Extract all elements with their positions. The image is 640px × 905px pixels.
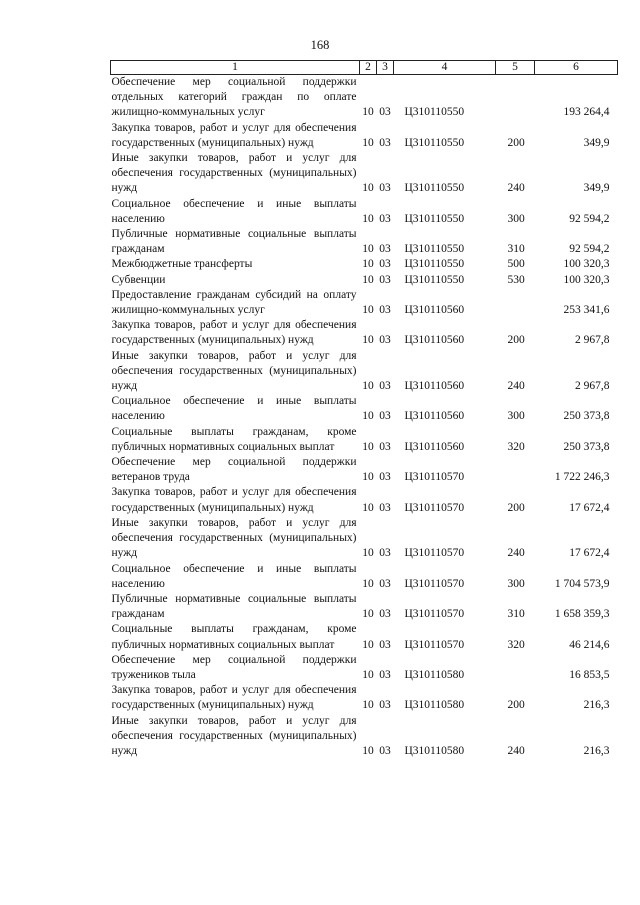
- column-header-1: 1: [111, 61, 360, 75]
- row-target-article-code: Ц310110570: [404, 547, 465, 560]
- row-name: Социальное обеспечение и иные выплаты населению: [111, 562, 357, 590]
- row-subsection-code: 03: [379, 501, 391, 514]
- row-name: Закупка товаров, работ и услуг для обеспечения государственных (муниципальных) нужд: [111, 684, 357, 712]
- row-expense-type-code: 200: [507, 699, 525, 712]
- row-section-code: 10: [362, 380, 374, 393]
- row-amount: 250 373,8: [563, 410, 610, 423]
- row-amount: 17 672,4: [569, 547, 610, 560]
- row-target-article-code: Ц310110550: [404, 136, 465, 149]
- row-expense-type-code: 320: [507, 638, 525, 651]
- row-subsection-code: 03: [379, 547, 391, 560]
- row-section-code: 10: [362, 334, 374, 347]
- row-name: Публичные нормативные социальные выплаты гражданам: [111, 592, 357, 621]
- table-row: [111, 455, 618, 485]
- row-subsection-code: 03: [379, 380, 391, 393]
- row-name: Субвенции: [111, 273, 166, 286]
- table-row: [111, 516, 618, 562]
- row-subsection-code: 03: [379, 273, 391, 286]
- row-subsection-code: 03: [379, 668, 391, 681]
- row-subsection-code: 03: [379, 334, 391, 347]
- table-row: [111, 394, 618, 424]
- table-row: [111, 318, 618, 348]
- row-name: Социальные выплаты гражданам, кроме публичных нормативных социальных выплат: [111, 623, 357, 651]
- row-target-article-code: Ц310110560: [404, 334, 465, 347]
- row-section-code: 10: [362, 638, 374, 651]
- table-row: [111, 273, 618, 288]
- row-target-article-code: Ц310110580: [404, 699, 465, 712]
- row-amount: 349,9: [583, 182, 610, 195]
- row-section-code: 10: [362, 501, 374, 514]
- row-target-article-code: Ц310110550: [404, 106, 465, 119]
- row-target-article-code: Ц310110570: [404, 577, 465, 590]
- row-name: Социальное обеспечение и иные выплаты населению: [111, 395, 357, 423]
- row-target-article-code: Ц310110580: [404, 744, 465, 757]
- row-subsection-code: 03: [379, 744, 391, 757]
- row-expense-type-code: 200: [507, 501, 525, 514]
- row-expense-type-code: 240: [507, 547, 525, 560]
- row-section-code: 10: [362, 304, 374, 317]
- table-row: [111, 425, 618, 455]
- row-amount: 216,3: [583, 744, 610, 757]
- row-section-code: 10: [362, 258, 374, 271]
- row-expense-type-code: 310: [507, 243, 525, 256]
- row-subsection-code: 03: [379, 577, 391, 590]
- row-amount: 2 967,8: [575, 380, 610, 393]
- row-amount: 349,9: [583, 136, 610, 149]
- row-target-article-code: Ц310110570: [404, 501, 465, 514]
- table-row: [111, 197, 618, 227]
- row-expense-type-code: 200: [507, 136, 525, 149]
- row-amount: 250 373,8: [563, 440, 610, 453]
- table-row: [111, 653, 618, 683]
- row-name: Иные закупки товаров, работ и услуг для обеспечения государственных (муниципальных) нужд: [111, 516, 357, 560]
- row-target-article-code: Ц310110550: [404, 182, 465, 195]
- table-row: [111, 288, 618, 318]
- budget-table: [110, 60, 618, 759]
- table-row: [111, 622, 618, 652]
- row-expense-type-code: 240: [507, 744, 525, 757]
- row-expense-type-code: 300: [507, 410, 525, 423]
- row-amount: 16 853,5: [569, 668, 610, 681]
- row-expense-type-code: [496, 653, 535, 683]
- row-name: Публичные нормативные социальные выплаты гражданам: [111, 228, 357, 256]
- row-name: Обеспечение мер социальной поддержки ветеранов труда: [111, 456, 357, 484]
- row-amount: 1 722 246,3: [554, 471, 610, 484]
- row-expense-type-code: [496, 75, 535, 121]
- row-name: Социальное обеспечение и иные выплаты населению: [111, 197, 357, 225]
- row-subsection-code: 03: [379, 440, 391, 453]
- row-target-article-code: Ц310110560: [404, 440, 465, 453]
- row-target-article-code: Ц310110570: [404, 638, 465, 651]
- row-section-code: 10: [362, 212, 374, 225]
- row-target-article-code: Ц310110560: [404, 304, 465, 317]
- row-section-code: 10: [362, 182, 374, 195]
- row-subsection-code: 03: [379, 410, 391, 423]
- row-section-code: 10: [362, 668, 374, 681]
- table-row: [111, 121, 618, 151]
- row-expense-type-code: [496, 455, 535, 485]
- row-subsection-code: 03: [379, 608, 391, 621]
- column-header-6: 6: [535, 61, 618, 75]
- row-expense-type-code: 240: [507, 182, 525, 195]
- table-row: [111, 75, 618, 121]
- table-row: [111, 227, 618, 257]
- row-section-code: 10: [362, 410, 374, 423]
- row-subsection-code: 03: [379, 258, 391, 271]
- row-subsection-code: 03: [379, 699, 391, 712]
- table-row: [111, 151, 618, 197]
- row-amount: 100 320,3: [563, 258, 610, 271]
- row-section-code: 10: [362, 744, 374, 757]
- page-number: 168: [310, 38, 330, 52]
- table-row: [111, 683, 618, 713]
- row-expense-type-code: 310: [507, 608, 525, 621]
- row-section-code: 10: [362, 440, 374, 453]
- row-expense-type-code: 300: [507, 212, 525, 225]
- row-amount: 92 594,2: [569, 212, 610, 225]
- row-expense-type-code: 320: [507, 440, 525, 453]
- row-section-code: 10: [362, 699, 374, 712]
- row-target-article-code: Ц310110550: [404, 273, 465, 286]
- row-name: Обеспечение мер социальной поддержки отдельных категорий граждан по оплате жилищно-коммунальных услуг: [111, 76, 357, 119]
- table-row: [111, 349, 618, 395]
- row-expense-type-code: [496, 288, 535, 318]
- row-target-article-code: Ц310110570: [404, 608, 465, 621]
- row-name: Предоставление гражданам субсидий на оплату жилищно-коммунальных услуг: [111, 288, 357, 317]
- row-target-article-code: Ц310110550: [404, 212, 465, 225]
- row-name: Иные закупки товаров, работ и услуг для обеспечения государственных (муниципальных) нужд: [111, 349, 357, 393]
- row-target-article-code: Ц310110550: [404, 258, 465, 271]
- row-subsection-code: 03: [379, 471, 391, 484]
- row-section-code: 10: [362, 471, 374, 484]
- row-target-article-code: Ц310110570: [404, 471, 465, 484]
- column-number-row: [111, 61, 618, 75]
- row-section-code: 10: [362, 106, 374, 119]
- row-expense-type-code: 240: [507, 380, 525, 393]
- row-expense-type-code: 300: [507, 577, 525, 590]
- column-header-5: 5: [496, 61, 535, 75]
- row-subsection-code: 03: [379, 182, 391, 195]
- row-amount: 2 967,8: [575, 334, 610, 347]
- row-target-article-code: Ц310110560: [404, 380, 465, 393]
- row-target-article-code: Ц310110580: [404, 668, 465, 681]
- row-section-code: 10: [362, 273, 374, 286]
- table-row: [111, 485, 618, 515]
- row-subsection-code: 03: [379, 243, 391, 256]
- row-amount: 216,3: [583, 699, 610, 712]
- row-subsection-code: 03: [379, 304, 391, 317]
- table-row: [111, 257, 618, 272]
- row-section-code: 10: [362, 547, 374, 560]
- row-name: Иные закупки товаров, работ и услуг для обеспечения государственных (муниципальных) нужд: [111, 714, 357, 757]
- column-header-4: 4: [394, 61, 496, 75]
- table-body: [111, 75, 618, 760]
- row-name: Социальные выплаты гражданам, кроме публичных нормативных социальных выплат: [111, 425, 357, 453]
- row-name: Иные закупки товаров, работ и услуг для обеспечения государственных (муниципальных) нужд: [111, 152, 357, 195]
- table-row: [111, 562, 618, 592]
- row-name: Закупка товаров, работ и услуг для обеспечения государственных (муниципальных) нужд: [111, 486, 357, 514]
- row-section-code: 10: [362, 243, 374, 256]
- row-subsection-code: 03: [379, 638, 391, 651]
- row-expense-type-code: 200: [507, 334, 525, 347]
- row-target-article-code: Ц310110560: [404, 410, 465, 423]
- row-name: Обеспечение мер социальной поддержки тружеников тыла: [111, 653, 357, 681]
- table-row: [111, 714, 618, 760]
- column-header-2: 2: [360, 61, 377, 75]
- row-amount: 1 704 573,9: [554, 577, 610, 590]
- table-row: [111, 592, 618, 622]
- row-name: Межбюджетные трансферты: [111, 258, 253, 271]
- row-amount: 100 320,3: [563, 273, 610, 286]
- row-expense-type-code: 530: [507, 273, 525, 286]
- row-amount: 92 594,2: [569, 243, 610, 256]
- row-subsection-code: 03: [379, 212, 391, 225]
- row-name: Закупка товаров, работ и услуг для обеспечения государственных (муниципальных) нужд: [111, 121, 357, 149]
- row-amount: 1 658 359,3: [554, 608, 610, 621]
- row-amount: 46 214,6: [569, 638, 610, 651]
- row-subsection-code: 03: [379, 106, 391, 119]
- row-section-code: 10: [362, 136, 374, 149]
- row-amount: 253 341,6: [563, 304, 610, 317]
- row-amount: 193 264,4: [563, 106, 610, 119]
- row-name: Закупка товаров, работ и услуг для обеспечения государственных (муниципальных) нужд: [111, 319, 357, 347]
- row-expense-type-code: 500: [507, 258, 525, 271]
- row-section-code: 10: [362, 577, 374, 590]
- row-subsection-code: 03: [379, 136, 391, 149]
- row-section-code: 10: [362, 608, 374, 621]
- column-header-3: 3: [377, 61, 394, 75]
- row-target-article-code: Ц310110550: [404, 243, 465, 256]
- row-amount: 17 672,4: [569, 501, 610, 514]
